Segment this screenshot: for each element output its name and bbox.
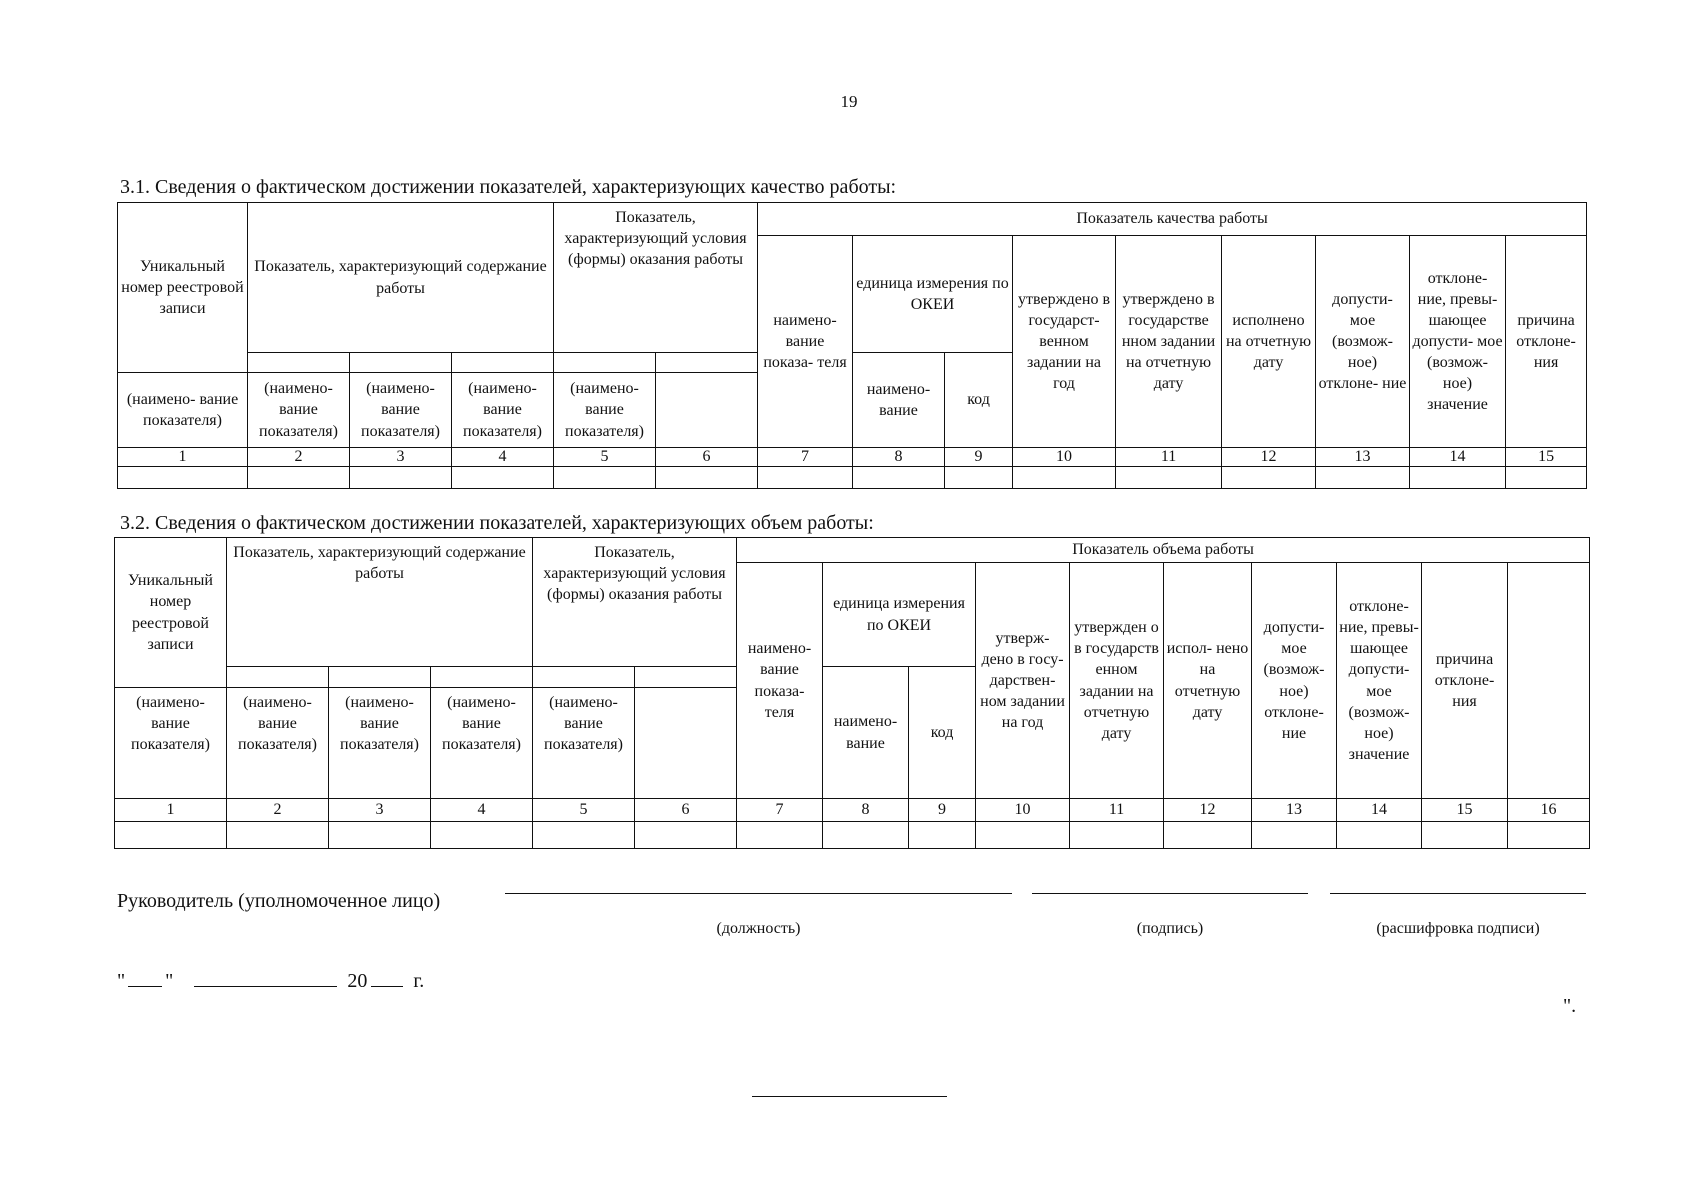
- header-indicator-name: наимено- вание показа- теля: [737, 563, 823, 799]
- date-line: [117, 970, 424, 993]
- signature-line[interactable]: [1032, 893, 1308, 894]
- section-title-volume: 3.2. Сведения о фактическом достижении показателей, характеризующих объем работы:: [120, 512, 874, 534]
- column-number: 14: [1410, 448, 1506, 467]
- sub-spacer: [227, 667, 329, 688]
- table-cell[interactable]: [1013, 467, 1116, 489]
- header-sub-indicator-name: (наимено- вание показателя): [554, 373, 656, 448]
- table-cell[interactable]: [758, 467, 853, 489]
- column-number: 6: [656, 448, 758, 467]
- sub-spacer: [350, 353, 452, 373]
- sub-spacer: [656, 353, 758, 373]
- table-cell[interactable]: [431, 822, 533, 849]
- header-approved-date: утвержден о в государств енном задании на отчетную дату: [1070, 563, 1164, 799]
- header-sub-indicator-name: (наимено- вание показателя): [248, 373, 350, 448]
- column-number: 12: [1164, 799, 1252, 822]
- table-cell[interactable]: [1410, 467, 1506, 489]
- day-blank[interactable]: [128, 970, 162, 987]
- table-cell[interactable]: [853, 467, 945, 489]
- page-number: 19: [840, 92, 858, 111]
- header-executed: испол- нено на отчетную дату: [1164, 563, 1252, 799]
- header-executed: исполнено на отчетную дату: [1222, 236, 1316, 448]
- header-allowed-deviation: допусти- мое (возмож- ное) отклоне- ние: [1252, 563, 1337, 799]
- table-cell[interactable]: [1422, 822, 1508, 849]
- header-indicator-name: наимено- вание показа- теля: [758, 236, 853, 448]
- column-number: 10: [976, 799, 1070, 822]
- header-volume-indicator: Показатель объема работы: [737, 538, 1590, 563]
- table-row: [118, 467, 1587, 489]
- sub-spacer: [431, 667, 533, 688]
- signature-decoding-caption: (расшифровка подписи): [1376, 920, 1540, 937]
- table-cell[interactable]: [635, 822, 737, 849]
- table-cell[interactable]: [1164, 822, 1252, 849]
- table-cell[interactable]: [1222, 467, 1316, 489]
- volume-indicators-table: [114, 537, 1590, 849]
- header-allowed-deviation: допусти- мое (возмож- ное) отклоне- ние: [1316, 236, 1410, 448]
- sub-spacer: [533, 667, 635, 688]
- table-cell[interactable]: [350, 467, 452, 489]
- column-number: 5: [554, 448, 656, 467]
- header-sub-indicator-name: (наимено- вание показателя): [227, 688, 329, 799]
- column-number: 11: [1116, 448, 1222, 467]
- header-approved-year: утверж- дено в госу- дарствен- ном задании на год: [976, 563, 1070, 799]
- column-number-row: [115, 799, 1590, 822]
- sub-spacer: [248, 353, 350, 373]
- header-conditions-indicator: Показатель, характеризующий условия (формы) оказания работы: [554, 203, 758, 353]
- column-number: 9: [945, 448, 1013, 467]
- position-line[interactable]: [505, 893, 1012, 894]
- header-unit-okei: единица измерения по ОКЕИ: [853, 236, 1013, 353]
- date-quote-open: ": [117, 970, 126, 992]
- header-sub-indicator-name: (наимено- вание показателя): [115, 688, 227, 799]
- column-number: 2: [227, 799, 329, 822]
- closing-quote: ".: [1563, 995, 1577, 1017]
- header-sub-indicator-name: (наимено- вание показателя): [118, 373, 248, 448]
- table-cell[interactable]: [737, 822, 823, 849]
- table-cell[interactable]: [909, 822, 976, 849]
- month-blank[interactable]: [194, 970, 337, 987]
- table-cell[interactable]: [656, 467, 758, 489]
- table-row: [115, 822, 1590, 849]
- signature-caption: (подпись): [1136, 920, 1204, 937]
- sub-spacer: [635, 667, 737, 688]
- table-cell[interactable]: [1252, 822, 1337, 849]
- column-number: 3: [329, 799, 431, 822]
- column-number: 1: [115, 799, 227, 822]
- table-cell[interactable]: [976, 822, 1070, 849]
- header-sub-indicator-name: (наимено- вание показателя): [452, 373, 554, 448]
- header-content-indicator: Показатель, характеризующий содержание работы: [227, 538, 533, 667]
- table-cell[interactable]: [1070, 822, 1164, 849]
- sub-spacer: [554, 353, 656, 373]
- table-cell[interactable]: [1508, 822, 1590, 849]
- column-number: 4: [431, 799, 533, 822]
- position-caption: (должность): [716, 920, 801, 937]
- year-prefix: 20: [347, 970, 368, 992]
- year-suffix: г.: [413, 970, 425, 992]
- column-number: 15: [1506, 448, 1587, 467]
- column-number: 16: [1508, 799, 1590, 822]
- column-number-row: [118, 448, 1587, 467]
- table-cell[interactable]: [945, 467, 1013, 489]
- header-sub-indicator-name: (наимено- вание показателя): [350, 373, 452, 448]
- section-title-quality: 3.1. Сведения о фактическом достижении показателей, характеризующих качество работы:: [120, 176, 897, 198]
- header-quality-indicator: Показатель качества работы: [758, 203, 1587, 236]
- table-cell[interactable]: [329, 822, 431, 849]
- column-number: 8: [823, 799, 909, 822]
- column-number: 13: [1252, 799, 1337, 822]
- column-number: 14: [1337, 799, 1422, 822]
- signature-decoding-line[interactable]: [1330, 893, 1586, 894]
- footnote-rule: [752, 1096, 947, 1097]
- table-cell[interactable]: [1337, 822, 1422, 849]
- table-cell[interactable]: [115, 822, 227, 849]
- header-unit-okei: единица измерения по ОКЕИ: [823, 563, 976, 667]
- header-unit-name: наимено- вание: [823, 667, 909, 799]
- table-cell[interactable]: [533, 822, 635, 849]
- year-blank[interactable]: [371, 970, 403, 987]
- head-signature-label: Руководитель (уполномоченное лицо): [117, 890, 441, 912]
- column-number: 1: [118, 448, 248, 467]
- column-number: 7: [758, 448, 853, 467]
- column-number: 6: [635, 799, 737, 822]
- header-exceeding-deviation: отклоне- ние, превы- шающее допусти- мое (возмож- ное) значение: [1410, 236, 1506, 448]
- header-approved-date: утверждено в государстве нном задании на отчетную дату: [1116, 236, 1222, 448]
- header-approved-year: утверждено в государст- венном задании на год: [1013, 236, 1116, 448]
- table-cell[interactable]: [118, 467, 248, 489]
- column-number: 5: [533, 799, 635, 822]
- column-number: 9: [909, 799, 976, 822]
- header-sub-indicator-name: (наимено- вание показателя): [533, 688, 635, 799]
- header-unique-number-tail: [635, 688, 737, 799]
- header-unit-code: код: [909, 667, 976, 799]
- header-content-indicator: Показатель, характеризующий содержание работы: [248, 203, 554, 353]
- sub-spacer: [329, 667, 431, 688]
- column-number: 13: [1316, 448, 1410, 467]
- table-cell[interactable]: [1506, 467, 1587, 489]
- header-deviation-reason: причина отклоне- ния: [1422, 563, 1508, 799]
- header-deviation-reason: причина отклоне- ния: [1506, 236, 1587, 448]
- column-number: 11: [1070, 799, 1164, 822]
- column-number: 10: [1013, 448, 1116, 467]
- column-number: 15: [1422, 799, 1508, 822]
- header-unique-number: Уникальный номер реестровой записи: [115, 538, 227, 688]
- column-number: 12: [1222, 448, 1316, 467]
- column-number: 4: [452, 448, 554, 467]
- sub-spacer: [452, 353, 554, 373]
- header-unique-number-tail: [656, 373, 758, 448]
- date-quote-close: ": [165, 970, 174, 992]
- table-cell[interactable]: [823, 822, 909, 849]
- column-number: 2: [248, 448, 350, 467]
- column-number: 8: [853, 448, 945, 467]
- table-cell[interactable]: [1116, 467, 1222, 489]
- table-cell[interactable]: [227, 822, 329, 849]
- table-cell[interactable]: [248, 467, 350, 489]
- header-unique-number: Уникальный номер реестровой записи: [118, 203, 248, 373]
- header-unit-name: наимено- вание: [853, 353, 945, 448]
- column-number: 7: [737, 799, 823, 822]
- quality-indicators-table: [117, 202, 1587, 489]
- table-cell[interactable]: [554, 467, 656, 489]
- header-conditions-indicator: Показатель, характеризующий условия (формы) оказания работы: [533, 538, 737, 667]
- header-exceeding-deviation: отклоне- ние, превы- шающее допусти- мое (возмож- ное) значение: [1337, 563, 1422, 799]
- header-sub-indicator-name: (наимено- вание показателя): [431, 688, 533, 799]
- table-cell[interactable]: [452, 467, 554, 489]
- column-number: 3: [350, 448, 452, 467]
- table-cell[interactable]: [1316, 467, 1410, 489]
- header-unit-code: код: [945, 353, 1013, 448]
- header-sub-indicator-name: (наимено- вание показателя): [329, 688, 431, 799]
